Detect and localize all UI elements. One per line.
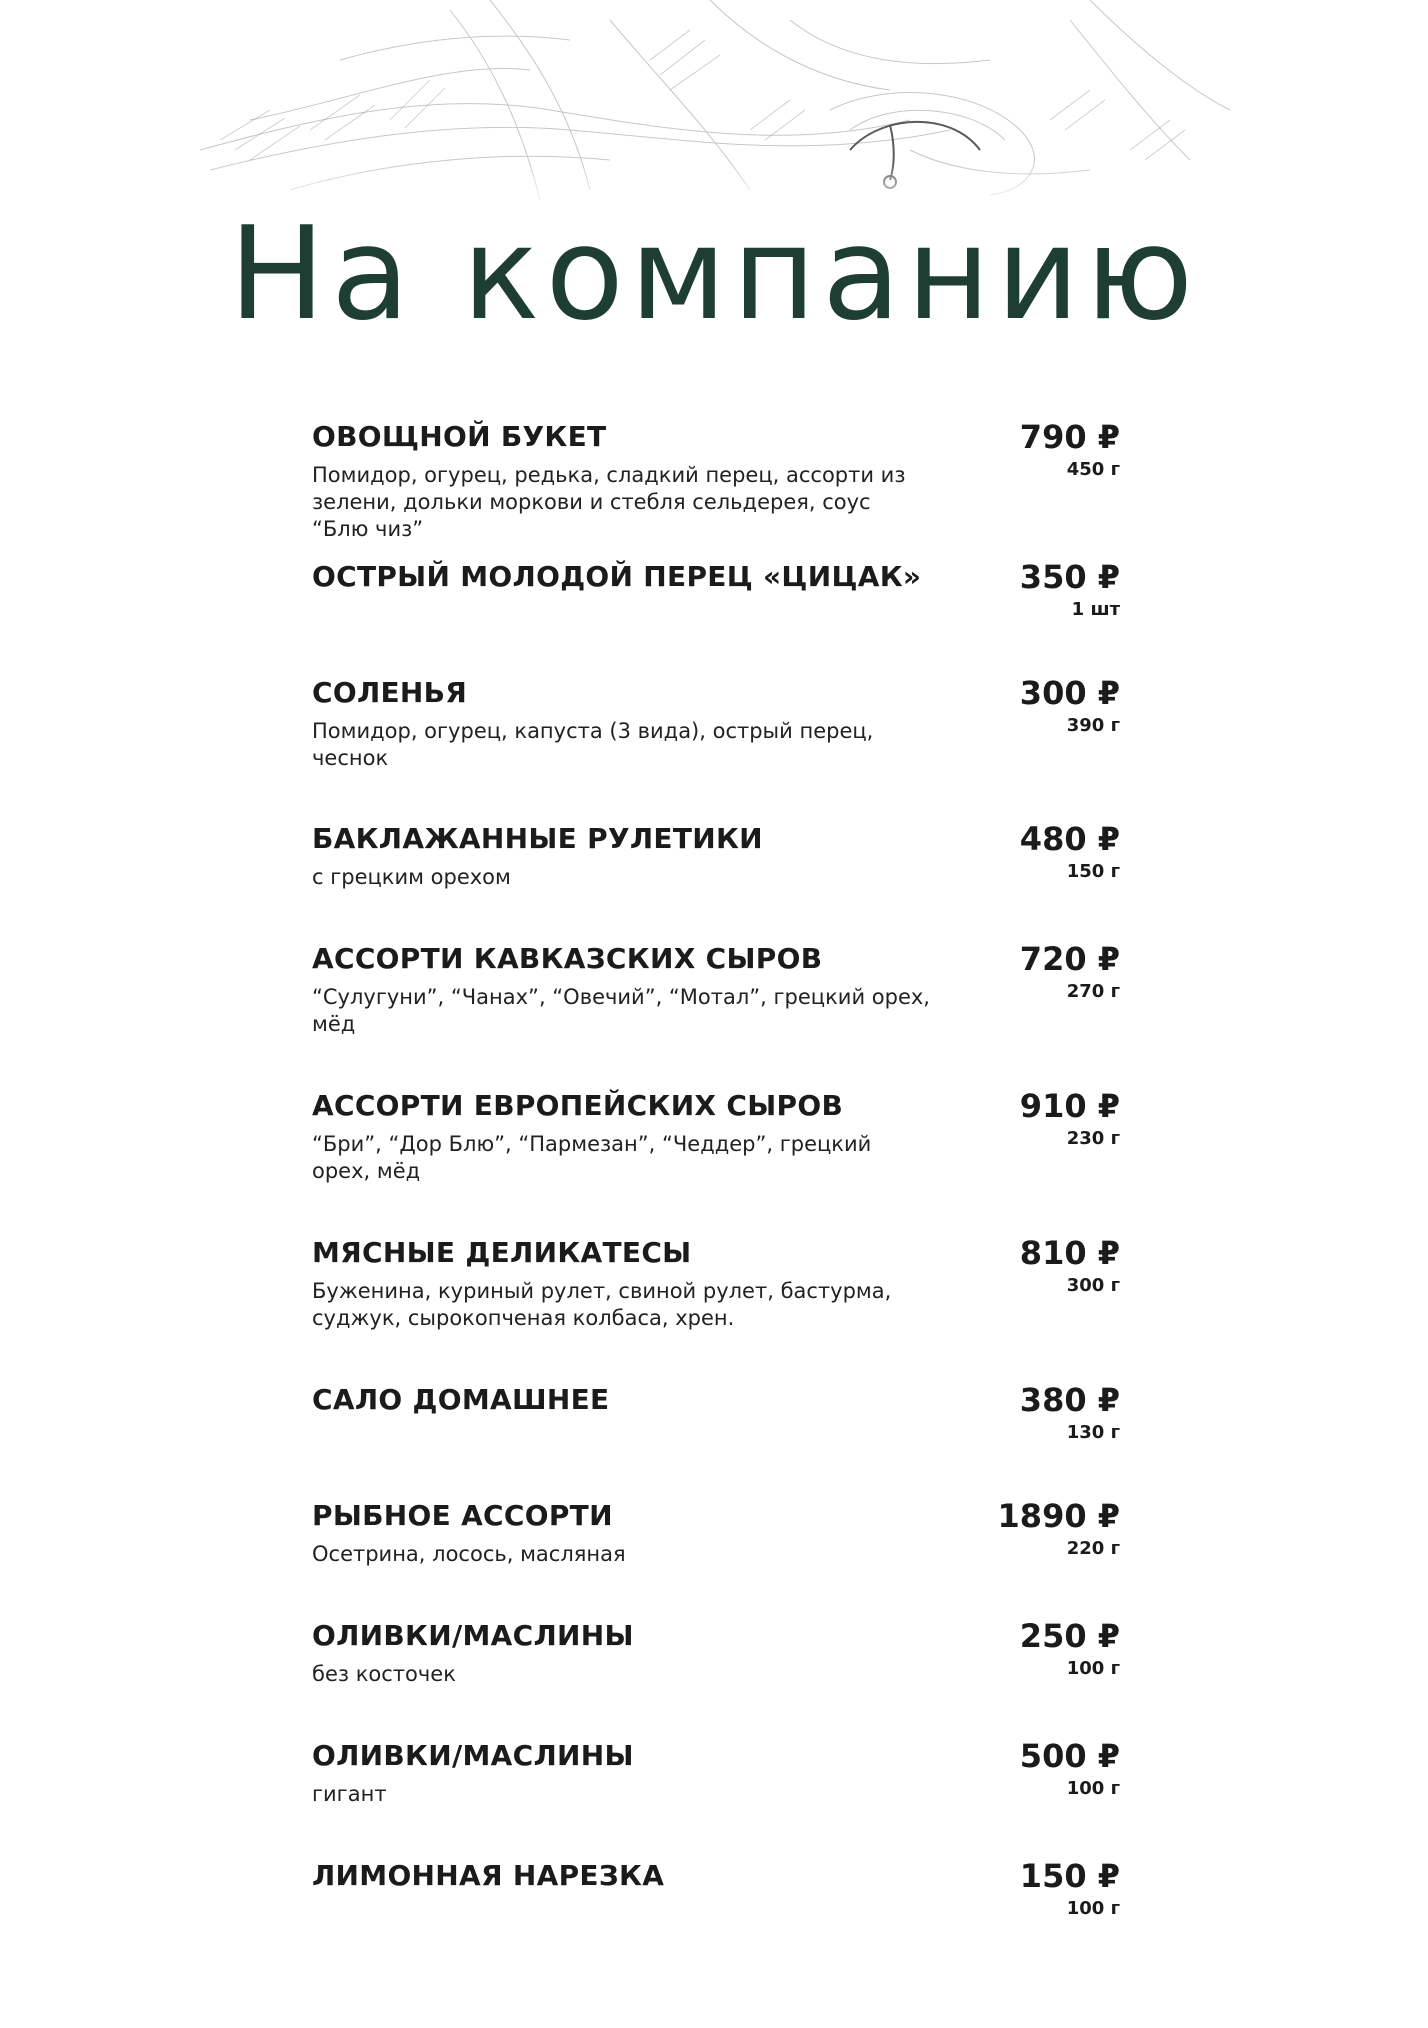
item-price: 1890 ₽ bbox=[997, 1497, 1120, 1535]
item-name: ЛИМОННАЯ НАРЕЗКА bbox=[312, 1859, 665, 1892]
item-name: ОЛИВКИ/МАСЛИНЫ bbox=[312, 1619, 634, 1652]
item-weight: 230 г bbox=[1066, 1128, 1120, 1149]
item-description: Помидор, огурец, редька, сладкий перец, ассорти из зелени, дольки моркови и стебля сельдерея, соус “Блю чиз” bbox=[312, 463, 906, 541]
item-name: СОЛЕНЬЯ bbox=[312, 676, 468, 709]
item-description: “Бри”, “Дор Блю”, “Пармезан”, “Чеддер”, грецкий орех, мёд bbox=[312, 1132, 872, 1183]
item-weight: 450 г bbox=[1066, 459, 1120, 480]
item-price: 910 ₽ bbox=[1019, 1087, 1120, 1125]
item-price: 720 ₽ bbox=[1019, 940, 1120, 978]
item-price: 300 ₽ bbox=[1019, 674, 1120, 712]
item-description: Осетрина, лосось, масляная bbox=[312, 1542, 626, 1566]
item-name: ОЛИВКИ/МАСЛИНЫ bbox=[312, 1739, 634, 1772]
item-weight: 150 г bbox=[1066, 861, 1120, 882]
item-description: гигант bbox=[312, 1782, 387, 1806]
item-weight: 220 г bbox=[1066, 1538, 1120, 1559]
item-description: “Сулугуни”, “Чанах”, “Овечий”, “Мотал”, грецкий орех, мёд bbox=[312, 985, 930, 1036]
item-name: АССОРТИ ЕВРОПЕЙСКИХ СЫРОВ bbox=[312, 1089, 844, 1122]
item-price: 350 ₽ bbox=[1019, 558, 1120, 596]
item-name: ОСТРЫЙ МОЛОДОЙ ПЕРЕЦ «ЦИЦАК» bbox=[312, 560, 922, 593]
item-weight: 100 г bbox=[1066, 1898, 1120, 1919]
item-weight: 130 г bbox=[1066, 1422, 1120, 1443]
item-price: 810 ₽ bbox=[1019, 1234, 1120, 1272]
item-weight: 390 г bbox=[1066, 715, 1120, 736]
item-name: БАКЛАЖАННЫЕ РУЛЕТИКИ bbox=[312, 822, 763, 855]
item-weight: 100 г bbox=[1066, 1778, 1120, 1799]
item-description: Буженина, куриный рулет, свиной рулет, бастурма, суджук, сырокопченая колбаса, хрен. bbox=[312, 1279, 892, 1330]
menu-list bbox=[312, 0, 1120, 2028]
item-name: МЯСНЫЕ ДЕЛИКАТЕСЫ bbox=[312, 1236, 692, 1269]
item-price: 480 ₽ bbox=[1019, 820, 1120, 858]
item-weight: 100 г bbox=[1066, 1658, 1120, 1679]
item-price: 150 ₽ bbox=[1019, 1857, 1120, 1895]
item-description: без косточек bbox=[312, 1662, 456, 1686]
item-name: ОВОЩНОЙ БУКЕТ bbox=[312, 420, 607, 453]
item-description: Помидор, огурец, капуста (3 вида), острый перец, чеснок bbox=[312, 719, 874, 770]
item-weight: 270 г bbox=[1066, 981, 1120, 1002]
item-weight: 1 шт bbox=[1071, 599, 1120, 620]
item-name: САЛО ДОМАШНЕЕ bbox=[312, 1383, 610, 1416]
item-price: 790 ₽ bbox=[1019, 418, 1120, 456]
item-description: с грецким орехом bbox=[312, 865, 511, 889]
item-name: АССОРТИ КАВКАЗСКИХ СЫРОВ bbox=[312, 942, 823, 975]
item-weight: 300 г bbox=[1066, 1275, 1120, 1296]
item-price: 250 ₽ bbox=[1019, 1617, 1120, 1655]
item-price: 380 ₽ bbox=[1019, 1381, 1120, 1419]
page-title: На компанию bbox=[228, 200, 1200, 349]
item-price: 500 ₽ bbox=[1019, 1737, 1120, 1775]
item-name: РЫБНОЕ АССОРТИ bbox=[312, 1499, 613, 1532]
